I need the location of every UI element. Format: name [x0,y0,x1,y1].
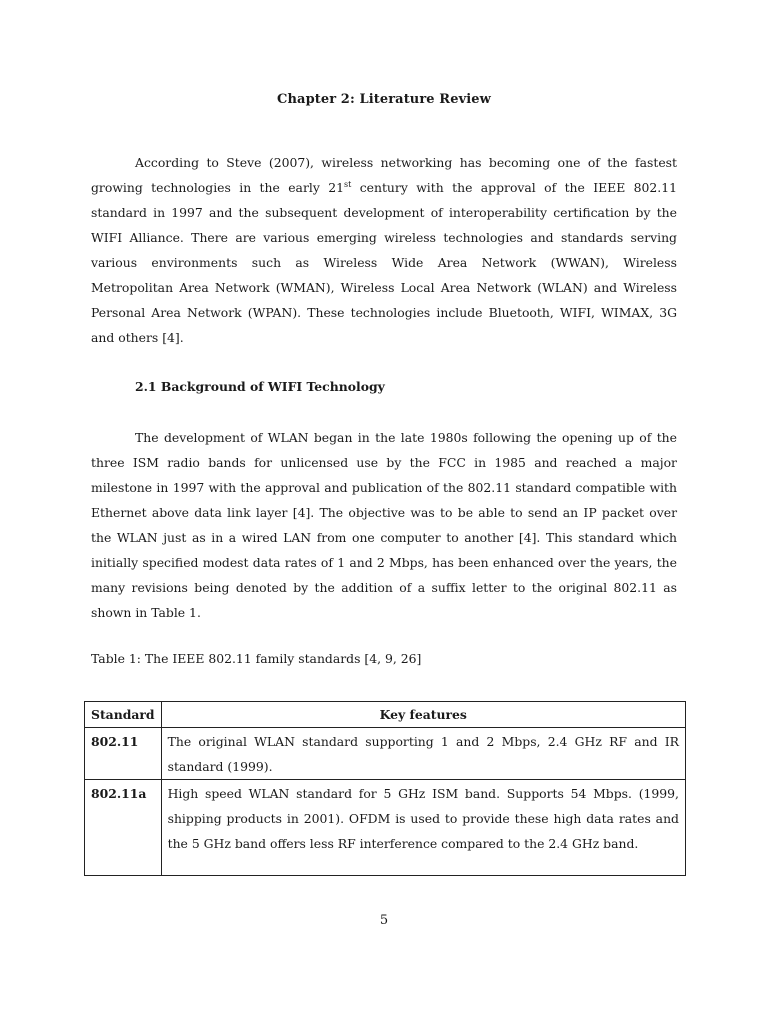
paragraph-line: The development of WLAN began in the late 1980s following the opening up of the [135,430,677,445]
intro-paragraph [91,150,677,350]
features-cell [161,780,685,876]
feature-line: standard (1999). [167,759,273,774]
table-row [85,728,686,780]
paragraph-line: milestone in 1997 with the approval and publication of the 802.11 standard compatible with [91,480,677,495]
standard-cell: 802.11 [85,728,162,780]
section-heading: 2.1 Background of WIFI Technology [135,379,385,394]
paragraph-line-end: century with the approval of the IEEE 802.11 [351,180,678,195]
table-row [85,780,686,876]
feature-line: the 5 GHz band offers less RF interference compared to the 2.4 GHz band. [167,836,639,851]
paragraph-line: three ISM radio bands for unlicensed use by the FCC in 1985 and reached a major [91,455,677,470]
feature-line: The original WLAN standard supporting 1 and 2 Mbps, 2.4 GHz RF and IR [167,734,679,749]
wlan-paragraph [91,425,677,625]
ordinal-superscript: st [343,180,352,189]
table-header-row [85,702,686,728]
paragraph-line: initially specified modest data rates of 1 and 2 Mbps, has been enhanced over the years, the [91,555,677,570]
paragraph-line: and others [4]. [91,330,184,345]
paragraph-line: Metropolitan Area Network (WMAN), Wireless Local Area Network (WLAN) and Wireless [91,280,677,295]
paragraph-line: Ethernet above data link layer [4]. The objective was to be able to send an IP packet over [91,505,677,520]
table-caption: Table 1: The IEEE 802.11 family standards [4, 9, 26] [91,651,422,666]
feature-line: shipping products in 2001). OFDM is used to provide these high data rates and [167,811,679,826]
paragraph-line-start: growing technologies in the early 21 [91,180,344,195]
paragraph-line: the WLAN just as in a wired LAN from one computer to another [4]. This standard which [91,530,677,545]
features-cell [161,728,685,780]
paragraph-line [91,175,677,200]
page-number: 5 [379,913,389,928]
paragraph-line: According to Steve (2007), wireless networking has becoming one of the fastest [135,155,677,170]
feature-line: High speed WLAN standard for 5 GHz ISM band. Supports 54 Mbps. (1999, [167,786,679,801]
paragraph-line: many revisions being denoted by the addition of a suffix letter to the original 802.11 as [91,580,677,595]
paragraph-line: various environments such as Wireless Wide Area Network (WWAN), Wireless [91,255,677,270]
column-header-standard: Standard [85,702,162,728]
chapter-title: Chapter 2: Literature Review [277,92,491,107]
standard-cell: 802.11a [85,780,162,876]
standards-table [84,701,686,876]
paragraph-line: Personal Area Network (WPAN). These technologies include Bluetooth, WIFI, WIMAX, 3G [91,305,677,320]
column-header-key-features: Key features [161,702,685,728]
paragraph-line: WIFI Alliance. There are various emerging wireless technologies and standards serving [91,230,677,245]
paragraph-line: shown in Table 1. [91,605,201,620]
paragraph-line: standard in 1997 and the subsequent development of interoperability certification by the [91,205,677,220]
